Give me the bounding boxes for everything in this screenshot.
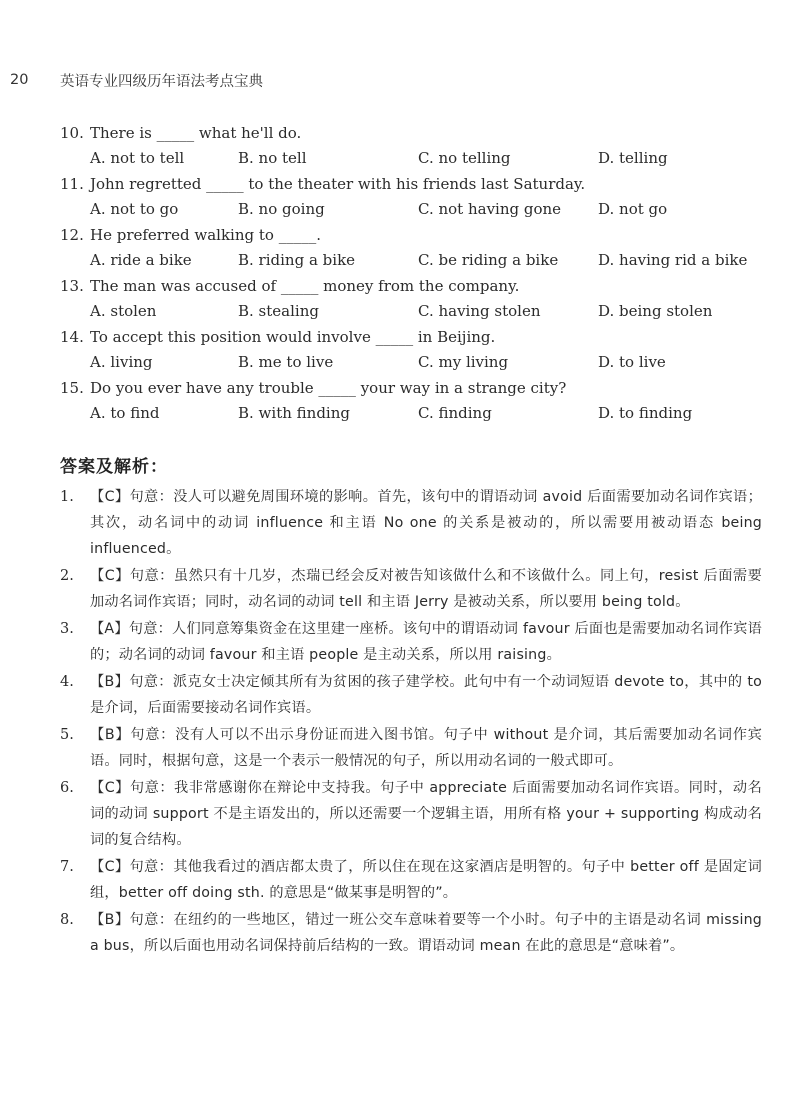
explanation-text: 【B】句意：在纽约的一些地区，错过一班公交车意味着要等一个小时。句子中的主语是动名词 missing a bus，所以后面也用动名词保持前后结构的一致。谓语动词 mean 在此的意思是“意味着”。	[90, 912, 762, 954]
question-list	[60, 120, 780, 426]
explanation-text: 【C】句意：没人可以避免周围环境的影响。首先，该句中的谓语动词 avoid 后面需要加动名词作宾语；其次，动名词中的动词 influence 和主语 No one 的关系是被动的，所以需要用被动语态 being influenced。	[90, 489, 762, 557]
option-d: D. to finding	[598, 404, 693, 422]
explanation-item	[60, 563, 762, 615]
explanation-item	[60, 775, 762, 853]
option-c: C. not having gone	[418, 200, 562, 218]
answers-heading: 答案及解析：	[60, 457, 168, 477]
option-c: C. no telling	[418, 149, 511, 167]
option-c: C. having stolen	[418, 302, 541, 320]
option-b: B. riding a bike	[238, 251, 356, 269]
explanation-number: 6.	[60, 780, 74, 796]
page-number: 20	[10, 72, 29, 88]
explanation-number: 8.	[60, 912, 74, 928]
explanation-item	[60, 669, 762, 721]
question-number: 11.	[60, 175, 84, 193]
option-d: D. not go	[598, 200, 668, 218]
option-a: A. living	[90, 353, 153, 371]
explanation-text: 【C】句意：虽然只有十几岁，杰瑞已经会反对被告知该做什么和不该做什么。同上句，resist 后面需要加动名词作宾语；同时，动名词的动词 tell 和主语 Jerry 是被动关系，所以要用 being told。	[90, 568, 762, 610]
explanation-text: 【B】句意：没有人可以不出示身份证而进入图书馆。句子中 without 是介词，其后需要加动名词作宾语。同时，根据句意，这是一个表示一般情况的句子，所以用动名词的一般式即可。	[90, 727, 762, 769]
option-b: B. no tell	[238, 149, 307, 167]
question-14	[60, 324, 780, 375]
question-number: 10.	[60, 124, 84, 142]
option-c: C. be riding a bike	[418, 251, 559, 269]
option-a: A. not to go	[90, 200, 179, 218]
page-header	[10, 68, 263, 92]
explanation-item	[60, 854, 762, 906]
question-15	[60, 375, 780, 426]
question-stem: He preferred walking to _____.	[90, 226, 321, 244]
explanation-text: 【C】句意：其他我看过的酒店都太贵了，所以住在现在这家酒店是明智的。句子中 better off 是固定词组，better off doing sth. 的意思是“做某事是明智的”。	[90, 859, 762, 901]
explanation-item	[60, 907, 762, 959]
option-b: B. stealing	[238, 302, 319, 320]
option-c: C. finding	[418, 404, 492, 422]
option-d: D. telling	[598, 149, 668, 167]
question-stem: Do you ever have any trouble _____ your way in a strange city?	[90, 379, 567, 397]
explanation-number: 1.	[60, 489, 74, 505]
question-number: 12.	[60, 226, 84, 244]
option-a: A. to find	[90, 404, 160, 422]
book-title: 英语专业四级历年语法考点宝典	[60, 73, 263, 90]
explanation-number: 5.	[60, 727, 74, 743]
explanation-item	[60, 616, 762, 668]
explanation-list	[60, 484, 762, 960]
question-number: 14.	[60, 328, 84, 346]
option-c: C. my living	[418, 353, 509, 371]
explanation-number: 3.	[60, 621, 74, 637]
question-11	[60, 171, 780, 222]
explanation-number: 7.	[60, 859, 74, 875]
option-a: A. not to tell	[90, 149, 185, 167]
explanation-item	[60, 484, 762, 562]
explanation-text: 【A】句意：人们同意筹集资金在这里建一座桥。该句中的谓语动词 favour 后面也是需要加动名词作宾语的；动名词的动词 favour 和主语 people 是主动关系，所以用 raising。	[90, 621, 762, 663]
option-b: B. no going	[238, 200, 325, 218]
question-stem: The man was accused of _____ money from the company.	[90, 277, 520, 295]
explanation-item	[60, 722, 762, 774]
question-10	[60, 120, 780, 171]
question-stem: To accept this position would involve _____ in Beijing.	[90, 328, 496, 346]
explanation-text: 【C】句意：我非常感谢你在辩论中支持我。句子中 appreciate 后面需要加动名词作宾语。同时，动名词的动词 support 不是主语发出的，所以还需要一个逻辑主语，用所有格 your + supporting 构成动名词的复合结构。	[90, 780, 762, 848]
question-stem: John regretted _____ to the theater with his friends last Saturday.	[90, 175, 586, 193]
question-stem: There is _____ what he'll do.	[90, 124, 302, 142]
option-d: D. being stolen	[598, 302, 713, 320]
option-a: A. stolen	[90, 302, 157, 320]
option-b: B. with finding	[238, 404, 350, 422]
question-number: 13.	[60, 277, 84, 295]
question-12	[60, 222, 780, 273]
explanation-number: 4.	[60, 674, 74, 690]
question-number: 15.	[60, 379, 84, 397]
explanation-number: 2.	[60, 568, 74, 584]
option-a: A. ride a bike	[90, 251, 192, 269]
explanation-text: 【B】句意：派克女士决定倾其所有为贫困的孩子建学校。此句中有一个动词短语 devote to，其中的 to 是介词，后面需要接动名词作宾语。	[90, 674, 763, 716]
option-d: D. to live	[598, 353, 666, 371]
question-13	[60, 273, 780, 324]
option-b: B. me to live	[238, 353, 334, 371]
option-d: D. having rid a bike	[598, 251, 748, 269]
